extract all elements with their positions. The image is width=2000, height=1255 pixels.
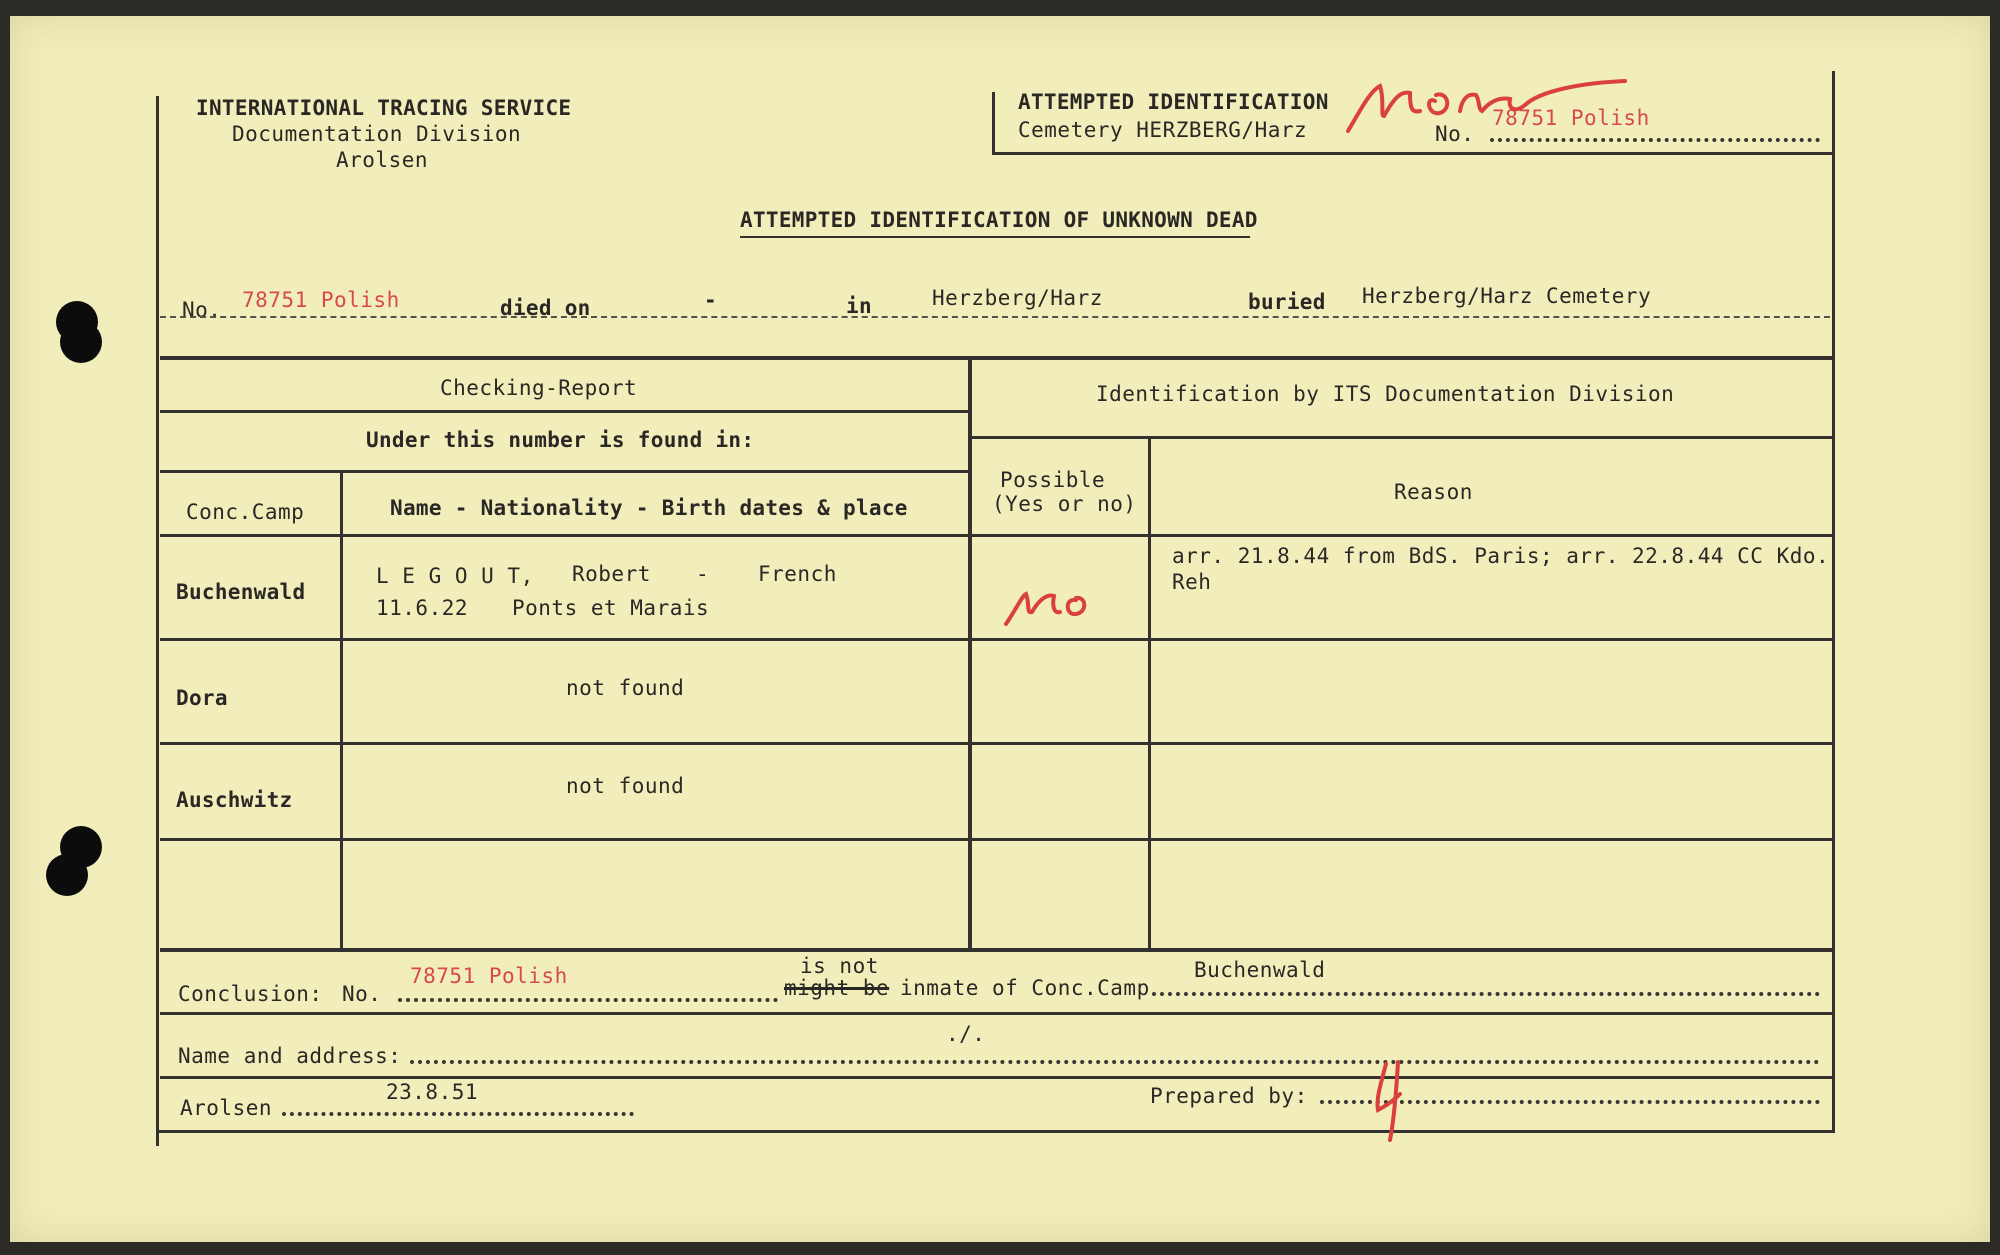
in-label: in [846,294,872,318]
table-bottom-line [160,948,1832,952]
title-underline [740,236,1250,238]
row-birth-date: 11.6.22 [376,596,469,620]
col-header-possible-1: Possible [1000,468,1106,492]
col-header-reason: Reason [1394,480,1473,504]
col-header-possible-2: (Yes or no) [992,492,1137,516]
left-subheading-line [160,470,968,473]
header-box-bottom [992,152,1835,155]
buried-value: Herzberg/Harz Cemetery [1362,284,1652,308]
name-address-line [160,1076,1832,1079]
document-card [10,16,1990,1242]
left-heading-line [160,410,968,413]
row-first-name: Robert [572,562,651,586]
header-box-left [992,92,995,154]
conclusion-camp-dots [1152,992,1820,996]
conclusion-might-be: might be [784,976,890,1000]
conclusion-is-not: is not [800,954,879,978]
right-heading-line [968,436,1832,439]
row-reason-line-2: Reh [1172,570,1212,594]
conclusion-no-value: 78751 Polish [410,964,568,988]
frame-left [156,96,159,1146]
row-reason-line-1: arr. 21.8.44 from BdS. Paris; arr. 22.8.44 CC Kdo. [1172,544,1830,568]
row-camp-buchenwald: Buchenwald [176,580,306,604]
row-camp-dora: Dora [176,686,228,710]
row-auschwitz-result: not found [566,774,685,798]
identification-heading: Identification by ITS Documentation Division [1096,382,1675,406]
buried-label: buried [1248,290,1326,314]
row-name-legout: L E G O U T, [376,564,534,588]
column-header-line [160,534,1832,537]
conclusion-camp: Buchenwald [1194,958,1326,982]
frame-right [1832,71,1835,1133]
row-3-line [160,838,1832,841]
record-no-label: No. [182,298,222,322]
row-dora-result: not found [566,676,685,700]
camp-col-divider [340,472,343,950]
conclusion-no-dots [398,998,778,1002]
punch-hole-top-2 [60,321,102,363]
checking-report-heading: Checking-Report [440,376,638,400]
record-no-value: 78751 Polish [242,288,400,312]
row-camp-auschwitz: Auschwitz [176,788,293,812]
row-birth-place: Ponts et Marais [512,596,710,620]
conclusion-inmate-text: inmate of Conc.Camp [900,976,1150,1000]
header-box-no-value: 78751 Polish [1492,106,1650,130]
org-line-2: Documentation Division [232,122,522,146]
frame-bottom [156,1130,1835,1133]
record-underline [160,316,1830,318]
conclusion-line [160,1012,1832,1015]
row-2-line [160,742,1832,745]
row-nationality: French [758,562,837,586]
footer-date-dots [282,1112,634,1116]
org-line-3: Arolsen [336,148,429,172]
row-name-dash: - [696,562,710,586]
col-header-camp: Conc.Camp [186,500,305,524]
name-address-value: ./. [946,1022,986,1046]
in-value: Herzberg/Harz [932,286,1103,310]
prepared-by-label: Prepared by: [1150,1084,1308,1108]
header-box-cemetery: Cemetery HERZBERG/Harz [1018,118,1308,142]
died-value: - [704,288,717,312]
section-divider [968,356,972,951]
handwritten-none-mark [1340,61,1630,141]
died-label: died on [500,296,591,320]
org-line-1: INTERNATIONAL TRACING SERVICE [196,96,572,120]
handwritten-no-mark [1000,576,1100,636]
footer-date: 23.8.51 [386,1080,479,1104]
col-header-name: Name - Nationality - Birth dates & place [390,496,908,520]
row-1-line [160,638,1832,641]
punch-hole-bottom-2 [46,854,88,896]
name-address-label: Name and address: [178,1044,402,1068]
prepared-by-signature [1366,1056,1426,1146]
found-in-subheading: Under this number is found in: [366,428,755,452]
conclusion-no-label: No. [342,982,382,1006]
header-box-no-label: No. [1435,122,1475,146]
possible-col-divider [1148,438,1151,950]
table-top-line [160,356,1832,360]
conclusion-label: Conclusion: [178,982,323,1006]
name-address-dots [410,1060,1820,1064]
document-title: ATTEMPTED IDENTIFICATION OF UNKNOWN DEAD [740,208,1258,232]
header-box-title: ATTEMPTED IDENTIFICATION [1018,90,1329,114]
footer-place: Arolsen [180,1096,273,1120]
